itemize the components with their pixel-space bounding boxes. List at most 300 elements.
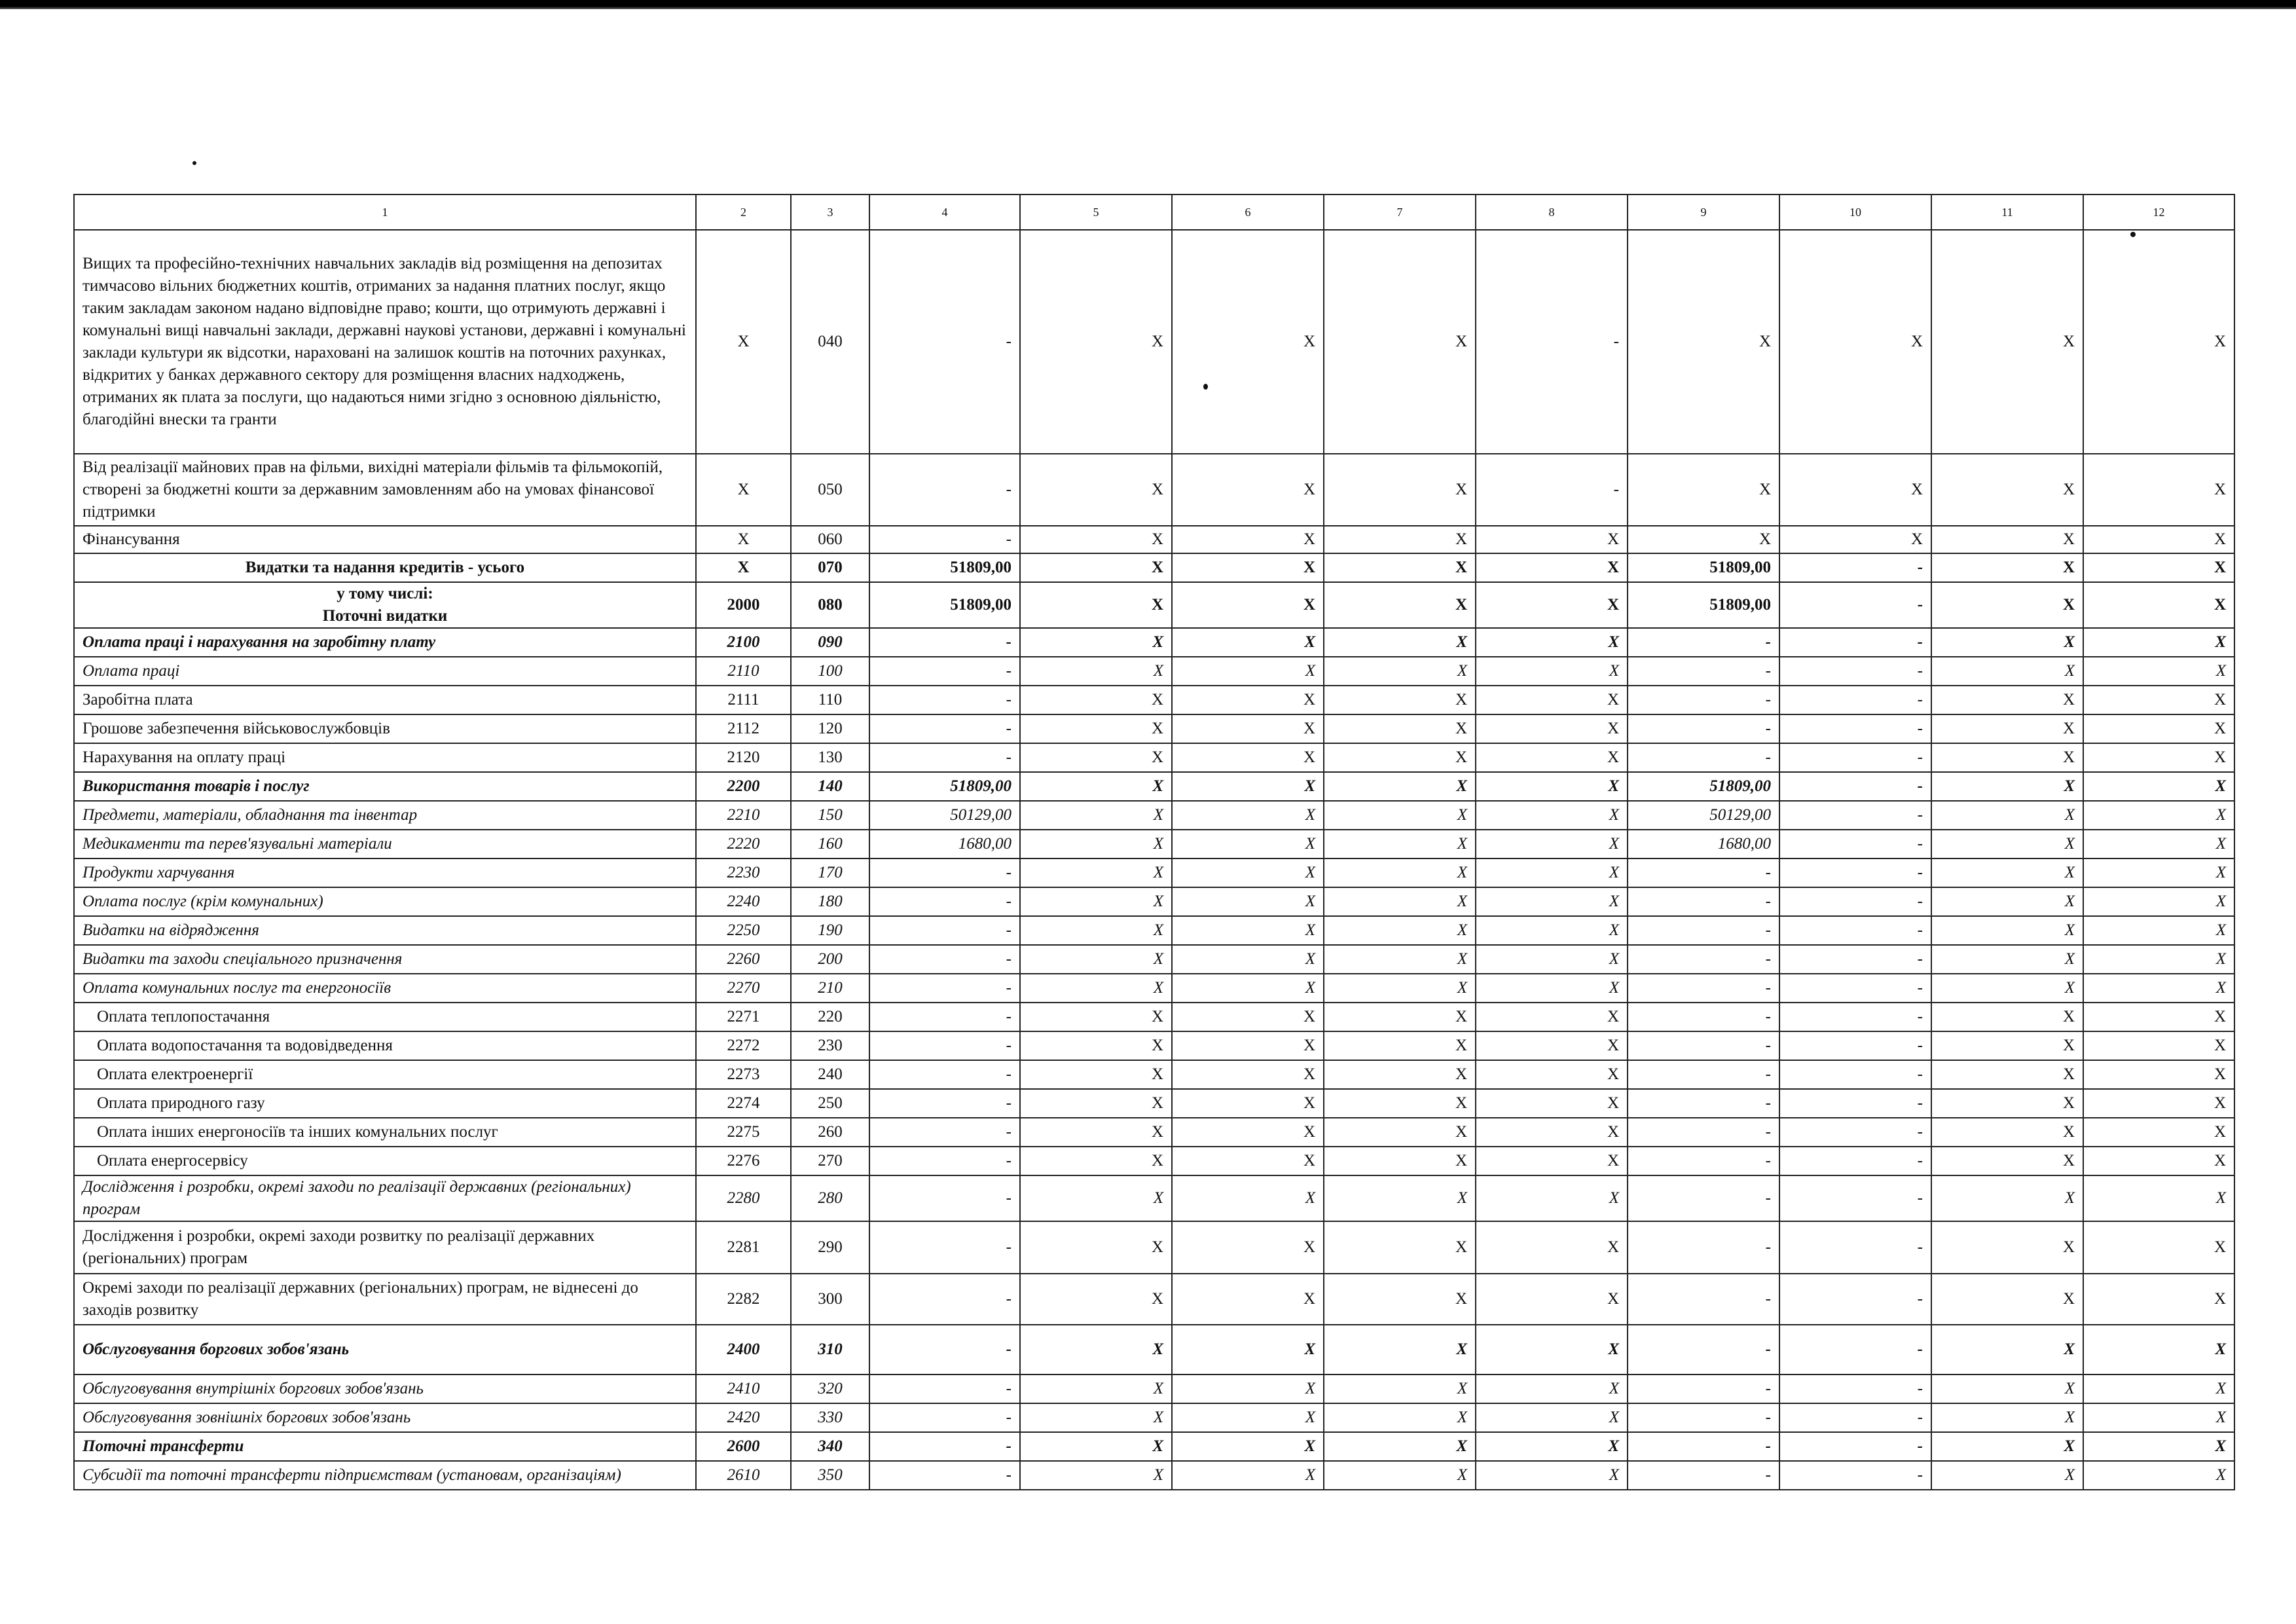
value-cell: X xyxy=(1172,1147,1324,1175)
table-row xyxy=(74,1403,2234,1432)
row-label: Оплата праці xyxy=(74,657,696,686)
row-label: Видатки та надання кредитів - усього xyxy=(74,553,696,582)
value-cell: - xyxy=(1628,628,1779,657)
value-cell: X xyxy=(1172,830,1324,858)
row-label: Оплата електроенергії xyxy=(74,1060,696,1089)
row-label: Поточні трансферти xyxy=(74,1432,696,1461)
value-cell: X xyxy=(1476,1089,1628,1118)
kekv-code-cell: 2230 xyxy=(696,858,791,887)
value-cell: X xyxy=(1931,582,2083,628)
value-cell: X xyxy=(2083,714,2234,743)
value-cell: X xyxy=(1172,686,1324,714)
value-cell: X xyxy=(1324,526,1476,553)
value-cell: X xyxy=(1324,1461,1476,1490)
column-number: 10 xyxy=(1779,194,1931,230)
value-cell: X xyxy=(2083,1175,2234,1221)
value-cell: X xyxy=(1172,1403,1324,1432)
value-cell: X xyxy=(1931,945,2083,974)
value-cell: X xyxy=(1931,553,2083,582)
value-cell: X xyxy=(1020,974,1172,1003)
value-cell: - xyxy=(1628,1031,1779,1060)
value-cell: - xyxy=(1628,945,1779,974)
kekv-code-cell: 2273 xyxy=(696,1060,791,1089)
row-code-cell: 290 xyxy=(791,1221,869,1274)
value-cell: - xyxy=(869,1031,1020,1060)
value-cell: X xyxy=(1628,454,1779,526)
value-cell: - xyxy=(1779,945,1931,974)
table-row xyxy=(74,858,2234,887)
value-cell: X xyxy=(1931,974,2083,1003)
value-cell: X xyxy=(1931,230,2083,454)
value-cell: - xyxy=(1779,628,1931,657)
row-label: Оплата послуг (крім комунальних) xyxy=(74,887,696,916)
value-cell: X xyxy=(1476,1461,1628,1490)
value-cell: X xyxy=(1020,945,1172,974)
table-row xyxy=(74,916,2234,945)
value-cell: X xyxy=(1476,945,1628,974)
row-label: Оплата інших енергоносіїв та інших комунальних послуг xyxy=(74,1118,696,1147)
value-cell: 50129,00 xyxy=(1628,801,1779,830)
table-row xyxy=(74,1118,2234,1147)
kekv-code-cell: 2200 xyxy=(696,772,791,801)
value-cell: X xyxy=(1324,974,1476,1003)
value-cell: X xyxy=(1172,526,1324,553)
value-cell: - xyxy=(1779,1221,1931,1274)
column-number-row xyxy=(74,194,2234,230)
kekv-code-cell: 2280 xyxy=(696,1175,791,1221)
row-code-cell: 250 xyxy=(791,1089,869,1118)
value-cell: X xyxy=(1931,1175,2083,1221)
value-cell: 51809,00 xyxy=(1628,772,1779,801)
value-cell: X xyxy=(2083,1089,2234,1118)
kekv-code-cell: 2400 xyxy=(696,1325,791,1375)
value-cell: X xyxy=(1324,1118,1476,1147)
value-cell: - xyxy=(1779,887,1931,916)
value-cell: X xyxy=(1172,887,1324,916)
row-code-cell: 110 xyxy=(791,686,869,714)
value-cell: X xyxy=(2083,582,2234,628)
kekv-code-cell: X xyxy=(696,526,791,553)
value-cell: X xyxy=(2083,916,2234,945)
table-row xyxy=(74,628,2234,657)
value-cell: - xyxy=(1628,1461,1779,1490)
value-cell: X xyxy=(1324,454,1476,526)
value-cell: X xyxy=(1476,743,1628,772)
value-cell: X xyxy=(1020,628,1172,657)
value-cell: - xyxy=(869,1147,1020,1175)
table-row xyxy=(74,553,2234,582)
value-cell: X xyxy=(1020,230,1172,454)
value-cell: X xyxy=(1172,1175,1324,1221)
value-cell: X xyxy=(1172,945,1324,974)
value-cell: - xyxy=(869,628,1020,657)
table-row xyxy=(74,772,2234,801)
row-label: Субсидії та поточні трансферти підприємствам (установам, організаціям) xyxy=(74,1461,696,1490)
kekv-code-cell: X xyxy=(696,230,791,454)
value-cell: X xyxy=(1020,1003,1172,1031)
table-row xyxy=(74,1432,2234,1461)
kekv-code-cell: 2271 xyxy=(696,1003,791,1031)
value-cell: X xyxy=(1020,1221,1172,1274)
value-cell: X xyxy=(1931,1060,2083,1089)
value-cell: X xyxy=(1172,582,1324,628)
value-cell: X xyxy=(1020,1118,1172,1147)
value-cell: X xyxy=(1172,1060,1324,1089)
value-cell: X xyxy=(1172,1375,1324,1403)
value-cell: - xyxy=(1779,743,1931,772)
kekv-code-cell: 2274 xyxy=(696,1089,791,1118)
value-cell: X xyxy=(1020,454,1172,526)
kekv-code-cell: 2420 xyxy=(696,1403,791,1432)
value-cell: X xyxy=(1476,553,1628,582)
value-cell: X xyxy=(1172,230,1324,454)
column-number: 11 xyxy=(1931,194,2083,230)
value-cell: - xyxy=(869,974,1020,1003)
value-cell: X xyxy=(1476,858,1628,887)
value-cell: 51809,00 xyxy=(869,553,1020,582)
value-cell: - xyxy=(1628,1003,1779,1031)
table-row xyxy=(74,1175,2234,1221)
value-cell: X xyxy=(2083,743,2234,772)
value-cell: - xyxy=(869,1089,1020,1118)
table-row xyxy=(74,526,2234,553)
value-cell: X xyxy=(1172,553,1324,582)
value-cell: - xyxy=(1476,230,1628,454)
value-cell: - xyxy=(869,230,1020,454)
value-cell: X xyxy=(1324,1403,1476,1432)
value-cell: - xyxy=(1628,1118,1779,1147)
row-label: Медикаменти та перев'язувальні матеріали xyxy=(74,830,696,858)
scan-top-border xyxy=(0,0,2296,9)
row-label: Обслуговування внутрішніх боргових зобов'язань xyxy=(74,1375,696,1403)
value-cell: X xyxy=(1476,1118,1628,1147)
value-cell: - xyxy=(1779,714,1931,743)
value-cell: X xyxy=(1931,1003,2083,1031)
value-cell: - xyxy=(1779,553,1931,582)
row-label: Дослідження і розробки, окремі заходи розвитку по реалізації державних (регіональних) програм xyxy=(74,1221,696,1274)
value-cell: X xyxy=(1324,1060,1476,1089)
value-cell: X xyxy=(2083,686,2234,714)
value-cell: X xyxy=(1779,526,1931,553)
value-cell: X xyxy=(1931,1031,2083,1060)
value-cell: X xyxy=(1476,657,1628,686)
row-label: Вищих та професійно-технічних навчальних закладів від розміщення на депозитах тимчасово вільних бюджетних коштів, отриманих за надання платних послуг, якщо таким закладам законом надано відповідне право; кошти, що отримують державні і комунальні вищі навчальні заклади, державні наукові установи, державні і комунальні заклади культури як відсотки, нараховані на залишок коштів на поточних рахунках, відкритих у банках державного сектору для розміщення власних надходжень, отриманих як плата за послуги, що надаються ними згідно з основною діяльністю, благодійні внески та гранти xyxy=(74,230,696,454)
value-cell: X xyxy=(1172,1089,1324,1118)
column-number: 7 xyxy=(1324,194,1476,230)
row-code-cell: 220 xyxy=(791,1003,869,1031)
value-cell: X xyxy=(1476,628,1628,657)
table-row xyxy=(74,1325,2234,1375)
value-cell: X xyxy=(1931,858,2083,887)
row-label: Оплата енергосервісу xyxy=(74,1147,696,1175)
value-cell: - xyxy=(1779,858,1931,887)
row-label: Оплата комунальних послуг та енергоносіїв xyxy=(74,974,696,1003)
row-code-cell: 210 xyxy=(791,974,869,1003)
value-cell: - xyxy=(1779,1147,1931,1175)
value-cell: X xyxy=(1020,1403,1172,1432)
value-cell: X xyxy=(1931,743,2083,772)
row-code-cell: 170 xyxy=(791,858,869,887)
value-cell: X xyxy=(1931,1147,2083,1175)
value-cell: - xyxy=(1779,1325,1931,1375)
value-cell: X xyxy=(1020,1175,1172,1221)
table-row xyxy=(74,686,2234,714)
value-cell: - xyxy=(869,686,1020,714)
value-cell: X xyxy=(1931,772,2083,801)
row-label: Використання товарів і послуг xyxy=(74,772,696,801)
kekv-code-cell: 2610 xyxy=(696,1461,791,1490)
row-label: Від реалізації майнових прав на фільми, вихідні матеріали фільмів та фільмокопій, створені за бюджетні кошти за державним замовленням або на умовах фінансової підтримки xyxy=(74,454,696,526)
value-cell: X xyxy=(2083,1060,2234,1089)
value-cell: X xyxy=(2083,230,2234,454)
value-cell: X xyxy=(1476,974,1628,1003)
table-row xyxy=(74,974,2234,1003)
value-cell: X xyxy=(2083,1403,2234,1432)
row-label: Оплата водопостачання та водовідведення xyxy=(74,1031,696,1060)
value-cell: X xyxy=(1931,801,2083,830)
value-cell: X xyxy=(2083,1003,2234,1031)
value-cell: X xyxy=(2083,945,2234,974)
value-cell: X xyxy=(1172,1221,1324,1274)
value-cell: - xyxy=(1779,1003,1931,1031)
value-cell: X xyxy=(1172,974,1324,1003)
value-cell: X xyxy=(1020,1147,1172,1175)
value-cell: - xyxy=(1628,1147,1779,1175)
value-cell: - xyxy=(869,743,1020,772)
row-label: Оплата природного газу xyxy=(74,1089,696,1118)
value-cell: X xyxy=(1931,1432,2083,1461)
value-cell: X xyxy=(1931,454,2083,526)
row-label: Фінансування xyxy=(74,526,696,553)
value-cell: X xyxy=(1779,230,1931,454)
value-cell: 51809,00 xyxy=(869,582,1020,628)
row-label: Грошове забезпечення військовослужбовців xyxy=(74,714,696,743)
value-cell: X xyxy=(1324,628,1476,657)
table-row xyxy=(74,945,2234,974)
value-cell: X xyxy=(1020,1432,1172,1461)
value-cell: - xyxy=(869,887,1020,916)
value-cell: - xyxy=(869,1118,1020,1147)
kekv-code-cell: 2112 xyxy=(696,714,791,743)
value-cell: X xyxy=(1172,714,1324,743)
value-cell: X xyxy=(1020,686,1172,714)
kekv-code-cell: 2275 xyxy=(696,1118,791,1147)
value-cell: X xyxy=(1020,916,1172,945)
value-cell: - xyxy=(869,1403,1020,1432)
value-cell: X xyxy=(1172,1031,1324,1060)
value-cell: X xyxy=(1172,454,1324,526)
value-cell: X xyxy=(1476,1003,1628,1031)
value-cell: - xyxy=(1628,1274,1779,1325)
table-row xyxy=(74,887,2234,916)
value-cell: - xyxy=(1628,1432,1779,1461)
value-cell: X xyxy=(1476,1432,1628,1461)
value-cell: X xyxy=(1324,657,1476,686)
value-cell: 51809,00 xyxy=(1628,582,1779,628)
value-cell: X xyxy=(2083,553,2234,582)
value-cell: X xyxy=(1628,230,1779,454)
kekv-code-cell: 2250 xyxy=(696,916,791,945)
value-cell: X xyxy=(2083,526,2234,553)
value-cell: X xyxy=(1324,1089,1476,1118)
value-cell: - xyxy=(1779,1375,1931,1403)
value-cell: X xyxy=(1931,1118,2083,1147)
kekv-code-cell: 2240 xyxy=(696,887,791,916)
value-cell: X xyxy=(2083,1274,2234,1325)
value-cell: X xyxy=(1324,582,1476,628)
value-cell: X xyxy=(1172,772,1324,801)
value-cell: - xyxy=(1779,830,1931,858)
row-label: Обслуговування боргових зобов'язань xyxy=(74,1325,696,1375)
value-cell: - xyxy=(869,1325,1020,1375)
kekv-code-cell: 2111 xyxy=(696,686,791,714)
value-cell: X xyxy=(1931,916,2083,945)
value-cell: X xyxy=(1476,1147,1628,1175)
value-cell: X xyxy=(1931,1461,2083,1490)
value-cell: X xyxy=(1324,945,1476,974)
value-cell: X xyxy=(1020,582,1172,628)
value-cell: X xyxy=(1020,743,1172,772)
value-cell: 1680,00 xyxy=(1628,830,1779,858)
table-row xyxy=(74,743,2234,772)
value-cell: X xyxy=(1476,1375,1628,1403)
value-cell: X xyxy=(1172,1461,1324,1490)
value-cell: X xyxy=(1931,1403,2083,1432)
value-cell: X xyxy=(1020,772,1172,801)
value-cell: X xyxy=(1172,916,1324,945)
value-cell: X xyxy=(2083,858,2234,887)
column-number: 9 xyxy=(1628,194,1779,230)
value-cell: - xyxy=(869,1175,1020,1221)
value-cell: - xyxy=(1779,1031,1931,1060)
value-cell: X xyxy=(1324,1147,1476,1175)
value-cell: X xyxy=(1476,526,1628,553)
kekv-code-cell: 2120 xyxy=(696,743,791,772)
table-row xyxy=(74,1089,2234,1118)
kekv-code-cell: 2100 xyxy=(696,628,791,657)
value-cell: - xyxy=(1779,1175,1931,1221)
value-cell: X xyxy=(2083,1432,2234,1461)
value-cell: X xyxy=(2083,801,2234,830)
value-cell: X xyxy=(2083,1375,2234,1403)
value-cell: X xyxy=(1020,526,1172,553)
table-row xyxy=(74,714,2234,743)
row-code-cell: 260 xyxy=(791,1118,869,1147)
value-cell: X xyxy=(1324,1221,1476,1274)
value-cell: X xyxy=(1324,553,1476,582)
value-cell: - xyxy=(1779,1274,1931,1325)
row-code-cell: 100 xyxy=(791,657,869,686)
value-cell: X xyxy=(1931,657,2083,686)
value-cell: - xyxy=(869,526,1020,553)
kekv-code-cell: 2260 xyxy=(696,945,791,974)
column-number: 8 xyxy=(1476,194,1628,230)
value-cell: X xyxy=(1476,1403,1628,1432)
value-cell: X xyxy=(1476,714,1628,743)
value-cell: X xyxy=(1020,553,1172,582)
row-label: Дослідження і розробки, окремі заходи по реалізації державних (регіональних) програм xyxy=(74,1175,696,1221)
value-cell: X xyxy=(2083,657,2234,686)
value-cell: 51809,00 xyxy=(1628,553,1779,582)
value-cell: X xyxy=(1931,1221,2083,1274)
value-cell: - xyxy=(1628,1221,1779,1274)
value-cell: - xyxy=(1628,657,1779,686)
table-row xyxy=(74,1461,2234,1490)
value-cell: X xyxy=(1476,686,1628,714)
value-cell: - xyxy=(869,1060,1020,1089)
value-cell: X xyxy=(1324,887,1476,916)
table-row xyxy=(74,1221,2234,1274)
column-number: 3 xyxy=(791,194,869,230)
kekv-code-cell: 2410 xyxy=(696,1375,791,1403)
value-cell: X xyxy=(1020,887,1172,916)
value-cell: X xyxy=(1931,830,2083,858)
kekv-code-cell: 2281 xyxy=(696,1221,791,1274)
row-code-cell: 180 xyxy=(791,887,869,916)
value-cell: X xyxy=(1476,772,1628,801)
value-cell: X xyxy=(2083,454,2234,526)
kekv-code-cell: X xyxy=(696,454,791,526)
value-cell: X xyxy=(1324,1175,1476,1221)
row-code-cell: 310 xyxy=(791,1325,869,1375)
row-code-cell: 150 xyxy=(791,801,869,830)
kekv-code-cell: 2272 xyxy=(696,1031,791,1060)
row-code-cell: 090 xyxy=(791,628,869,657)
value-cell: - xyxy=(1779,582,1931,628)
row-code-cell: 340 xyxy=(791,1432,869,1461)
row-code-cell: 300 xyxy=(791,1274,869,1325)
value-cell: X xyxy=(1931,1089,2083,1118)
value-cell: X xyxy=(1931,1325,2083,1375)
value-cell: - xyxy=(869,1375,1020,1403)
value-cell: X xyxy=(1172,858,1324,887)
value-cell: X xyxy=(2083,974,2234,1003)
table-row xyxy=(74,1060,2234,1089)
row-label: Заробітна плата xyxy=(74,686,696,714)
table-row xyxy=(74,1375,2234,1403)
value-cell: X xyxy=(2083,1325,2234,1375)
value-cell: 50129,00 xyxy=(869,801,1020,830)
value-cell: - xyxy=(1628,1175,1779,1221)
value-cell: - xyxy=(1628,858,1779,887)
row-label: у тому числі: Поточні видатки xyxy=(74,582,696,628)
value-cell: X xyxy=(1476,1060,1628,1089)
kekv-code-cell: 2000 xyxy=(696,582,791,628)
table-row xyxy=(74,830,2234,858)
value-cell: - xyxy=(1628,1325,1779,1375)
kekv-code-cell: 2270 xyxy=(696,974,791,1003)
value-cell: X xyxy=(1324,1274,1476,1325)
value-cell: - xyxy=(1628,686,1779,714)
row-label: Видатки на відрядження xyxy=(74,916,696,945)
value-cell: - xyxy=(1628,1060,1779,1089)
value-cell: X xyxy=(1020,1461,1172,1490)
value-cell: X xyxy=(2083,1031,2234,1060)
row-label: Нарахування на оплату праці xyxy=(74,743,696,772)
value-cell: - xyxy=(869,454,1020,526)
value-cell: X xyxy=(1476,1274,1628,1325)
value-cell: - xyxy=(1779,1432,1931,1461)
kekv-code-cell: 2210 xyxy=(696,801,791,830)
value-cell: - xyxy=(869,945,1020,974)
value-cell: X xyxy=(2083,772,2234,801)
column-number: 6 xyxy=(1172,194,1324,230)
value-cell: - xyxy=(869,1003,1020,1031)
value-cell: X xyxy=(1931,714,2083,743)
value-cell: X xyxy=(2083,628,2234,657)
row-code-cell: 280 xyxy=(791,1175,869,1221)
value-cell: X xyxy=(1476,830,1628,858)
